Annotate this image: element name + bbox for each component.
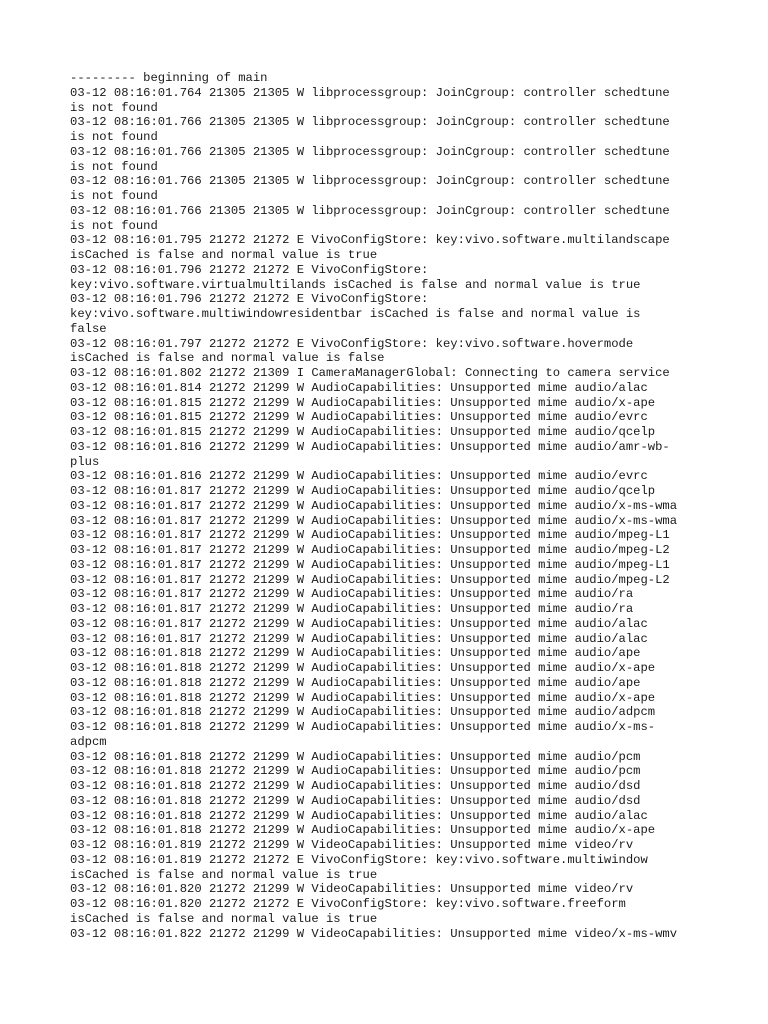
log-line: 03-12 08:16:01.816 21272 21299 W AudioCapabilities: Unsupported mime audio/evrc	[70, 469, 648, 484]
log-line: 03-12 08:16:01.817 21272 21299 W AudioCapabilities: Unsupported mime audio/ra	[70, 587, 634, 602]
log-line: 03-12 08:16:01.818 21272 21299 W AudioCapabilities: Unsupported mime audio/x-ms-	[70, 720, 656, 734]
log-line: 03-12 08:16:01.818 21272 21299 W AudioCapabilities: Unsupported mime audio/x-ape	[70, 823, 656, 838]
log-line: 03-12 08:16:01.815 21272 21299 W AudioCapabilities: Unsupported mime audio/qcelp	[70, 425, 656, 439]
log-line: 03-12 08:16:01.820 21272 21272 E VivoConfigStore: key:vivo.software.freeform	[70, 897, 626, 911]
log-line: 03-12 08:16:01.817 21272 21299 W AudioCapabilities: Unsupported mime audio/x-ms-wma	[70, 513, 678, 528]
log-line: 03-12 08:16:01.797 21272 21272 E VivoConfigStore: key:vivo.software.hovermode	[70, 336, 634, 351]
log-line: 03-12 08:16:01.796 21272 21272 E VivoConfigStore:	[70, 262, 429, 277]
log-line: key:vivo.software.multiwindowresidentbar isCached is false and normal value is	[70, 307, 641, 321]
log-line: is not found	[70, 130, 158, 144]
log-line: 03-12 08:16:01.818 21272 21299 W AudioCapabilities: Unsupported mime audio/ape	[70, 646, 641, 661]
log-line: 03-12 08:16:01.766 21305 21305 W libprocessgroup: JoinCgroup: controller schedtune	[70, 203, 670, 218]
log-line: isCached is false and normal value is false	[70, 351, 385, 366]
log-line: is not found	[70, 159, 158, 174]
log-line: 03-12 08:16:01.818 21272 21299 W AudioCapabilities: Unsupported mime audio/dsd	[70, 779, 641, 793]
log-line: 03-12 08:16:01.818 21272 21299 W AudioCapabilities: Unsupported mime audio/dsd	[70, 793, 641, 808]
log-line: 03-12 08:16:01.817 21272 21299 W AudioCapabilities: Unsupported mime audio/qcelp	[70, 484, 656, 498]
log-line: 03-12 08:16:01.818 21272 21299 W AudioCapabilities: Unsupported mime audio/adpcm	[70, 705, 656, 720]
log-line: 03-12 08:16:01.766 21305 21305 W libprocessgroup: JoinCgroup: controller schedtune	[70, 174, 670, 189]
log-line: 03-12 08:16:01.818 21272 21299 W AudioCapabilities: Unsupported mime audio/x-ape	[70, 661, 656, 675]
log-line: 03-12 08:16:01.816 21272 21299 W AudioCapabilities: Unsupported mime audio/amr-wb-	[70, 439, 670, 454]
log-line: is not found	[70, 100, 158, 115]
log-line: 03-12 08:16:01.814 21272 21299 W AudioCapabilities: Unsupported mime audio/alac	[70, 380, 648, 395]
log-line: plus	[70, 454, 100, 469]
log-line: 03-12 08:16:01.817 21272 21299 W AudioCapabilities: Unsupported mime audio/x-ms-wma	[70, 498, 678, 513]
log-line: 03-12 08:16:01.818 21272 21299 W AudioCapabilities: Unsupported mime audio/x-ape	[70, 690, 656, 705]
log-line: 03-12 08:16:01.817 21272 21299 W AudioCapabilities: Unsupported mime audio/mpeg-L1	[70, 528, 670, 543]
log-line: key:vivo.software.virtualmultilands isCached is false and normal value is true	[70, 277, 641, 292]
log-line: 03-12 08:16:01.815 21272 21299 W AudioCapabilities: Unsupported mime audio/x-ape	[70, 395, 656, 410]
log-line: is not found	[70, 189, 158, 203]
log-page	[70, 71, 710, 941]
log-line: 03-12 08:16:01.817 21272 21299 W AudioCapabilities: Unsupported mime audio/alac	[70, 631, 648, 646]
log-line: 03-12 08:16:01.817 21272 21299 W AudioCapabilities: Unsupported mime audio/mpeg-L2	[70, 572, 670, 587]
log-line: 03-12 08:16:01.818 21272 21299 W AudioCapabilities: Unsupported mime audio/ape	[70, 675, 641, 690]
log-line: isCached is false and normal value is true	[70, 867, 378, 882]
log-line: false	[70, 321, 107, 336]
log-line: 03-12 08:16:01.815 21272 21299 W AudioCapabilities: Unsupported mime audio/evrc	[70, 410, 648, 425]
log-line: 03-12 08:16:01.817 21272 21299 W AudioCapabilities: Unsupported mime audio/alac	[70, 616, 648, 631]
log-line: 03-12 08:16:01.766 21305 21305 W libprocessgroup: JoinCgroup: controller schedtune	[70, 115, 670, 130]
log-line: 03-12 08:16:01.802 21272 21309 I CameraManagerGlobal: Connecting to camera service	[70, 366, 670, 380]
log-line: 03-12 08:16:01.795 21272 21272 E VivoConfigStore: key:vivo.software.multilandscape	[70, 233, 670, 248]
log-line: 03-12 08:16:01.818 21272 21299 W AudioCapabilities: Unsupported mime audio/alac	[70, 808, 648, 823]
log-line: 03-12 08:16:01.819 21272 21299 W VideoCapabilities: Unsupported mime video/rv	[70, 838, 634, 852]
log-line: 03-12 08:16:01.818 21272 21299 W AudioCapabilities: Unsupported mime audio/pcm	[70, 749, 641, 764]
log-line: 03-12 08:16:01.817 21272 21299 W AudioCapabilities: Unsupported mime audio/mpeg-L2	[70, 543, 670, 557]
log-line: 03-12 08:16:01.819 21272 21272 E VivoConfigStore: key:vivo.software.multiwindow	[70, 852, 648, 867]
log-line: 03-12 08:16:01.817 21272 21299 W AudioCapabilities: Unsupported mime audio/mpeg-L1	[70, 557, 670, 572]
log-line: --------- beginning of main	[70, 71, 268, 85]
log-line: 03-12 08:16:01.796 21272 21272 E VivoConfigStore:	[70, 292, 429, 307]
log-line: 03-12 08:16:01.817 21272 21299 W AudioCapabilities: Unsupported mime audio/ra	[70, 602, 634, 616]
log-line: 03-12 08:16:01.818 21272 21299 W AudioCapabilities: Unsupported mime audio/pcm	[70, 764, 641, 779]
log-line: 03-12 08:16:01.820 21272 21299 W VideoCapabilities: Unsupported mime video/rv	[70, 882, 634, 897]
log-line: is not found	[70, 218, 158, 233]
log-line: 03-12 08:16:01.764 21305 21305 W libprocessgroup: JoinCgroup: controller schedtune	[70, 85, 670, 100]
log-line: 03-12 08:16:01.822 21272 21299 W VideoCapabilities: Unsupported mime video/x-ms-wmv	[70, 926, 678, 941]
log-line: 03-12 08:16:01.766 21305 21305 W libprocessgroup: JoinCgroup: controller schedtune	[70, 144, 670, 159]
log-line: adpcm	[70, 734, 107, 749]
log-line: isCached is false and normal value is true	[70, 248, 378, 262]
log-line: isCached is false and normal value is true	[70, 911, 378, 926]
